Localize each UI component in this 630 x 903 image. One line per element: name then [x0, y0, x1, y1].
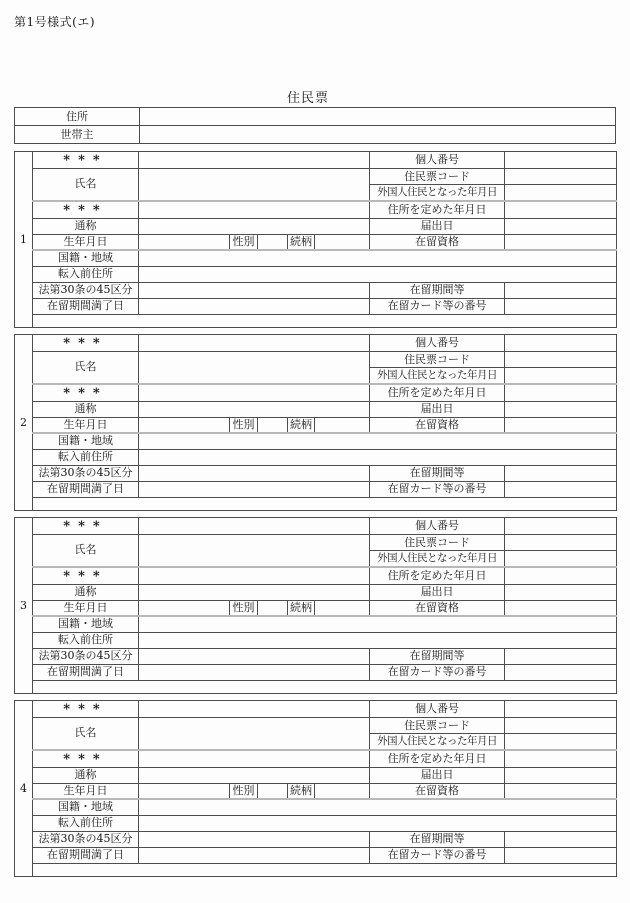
personal-number-value-cell — [505, 152, 617, 169]
period-expiry-row — [33, 847, 617, 863]
alias-value-cell — [139, 584, 370, 600]
law-article-class-label: 法第30条の45区分 — [33, 282, 139, 298]
birth-date-value-cell — [139, 600, 230, 616]
previous-address-row — [33, 632, 617, 648]
stars-row-bottom — [33, 384, 617, 402]
address-fixed-date-value-cell — [505, 384, 617, 402]
previous-address-row — [33, 449, 617, 465]
name-label: 氏名 — [33, 718, 139, 750]
notification-date-value-cell — [505, 767, 617, 783]
blank-spacer-row — [33, 314, 617, 328]
residence-card-number-value-cell — [505, 847, 617, 863]
nationality-region-value-cell — [139, 433, 617, 449]
address-fixed-date-value-cell — [505, 201, 617, 219]
residence-status-value-cell — [505, 783, 617, 799]
stars-row-top — [33, 701, 617, 718]
birth-date-label: 生年月日 — [33, 417, 139, 433]
householder-row — [15, 126, 616, 144]
stars-row-bottom — [33, 201, 617, 219]
stars-top-value-cell — [139, 701, 370, 718]
residence-status-label: 在留資格 — [370, 783, 505, 799]
stars-label: *** — [33, 335, 139, 352]
sex-label: 性別 — [230, 600, 258, 616]
previous-address-label: 転入前住所 — [33, 815, 139, 831]
law-article-class-value-cell — [139, 282, 370, 298]
previous-address-value-cell — [139, 449, 617, 465]
residence-period-value-cell — [505, 465, 617, 481]
blank-spacer-cell — [33, 314, 617, 328]
previous-address-value-cell — [139, 632, 617, 648]
blank-spacer-row — [33, 863, 617, 877]
birth-date-row — [33, 417, 617, 433]
stars-row-bottom — [33, 567, 617, 585]
previous-address-row — [33, 266, 617, 282]
alias-row — [33, 767, 617, 783]
nationality-row — [33, 799, 617, 815]
resident-record-block — [14, 334, 616, 511]
personal-number-label: 個人番号 — [370, 518, 505, 535]
stars-top-value-cell — [139, 518, 370, 535]
stars-label: *** — [33, 384, 139, 402]
relationship-value-cell — [315, 783, 370, 799]
sex-value-cell — [258, 417, 288, 433]
birth-date-value-cell — [139, 234, 230, 250]
resident-record-table — [32, 517, 617, 694]
address-fixed-date-label: 住所を定めた年月日 — [370, 567, 505, 585]
stars-label: *** — [33, 152, 139, 169]
name-value-cell — [139, 535, 370, 567]
foreign-resident-date-label: 外国人住民となった年月日 — [370, 368, 505, 384]
personal-number-label: 個人番号 — [370, 335, 505, 352]
resident-record-block — [14, 151, 616, 328]
alias-label: 通称 — [33, 218, 139, 234]
period-expiry-row — [33, 481, 617, 497]
previous-address-label: 転入前住所 — [33, 632, 139, 648]
birth-date-label: 生年月日 — [33, 234, 139, 250]
address-fixed-date-label: 住所を定めた年月日 — [370, 384, 505, 402]
foreign-resident-date-value-cell — [505, 368, 617, 384]
householder-label: 世帯主 — [15, 126, 140, 144]
resident-record-code-value-cell — [505, 535, 617, 551]
residence-card-number-label: 在留カード等の番号 — [370, 481, 505, 497]
relationship-label: 続柄 — [288, 600, 315, 616]
address-label: 住所 — [15, 108, 140, 126]
foreign-resident-date-value-cell — [505, 734, 617, 750]
notification-date-label: 届出日 — [370, 767, 505, 783]
birth-date-value-cell — [139, 783, 230, 799]
address-fixed-date-label: 住所を定めた年月日 — [370, 201, 505, 219]
notification-date-label: 届出日 — [370, 218, 505, 234]
personal-number-value-cell — [505, 701, 617, 718]
residence-period-value-cell — [505, 282, 617, 298]
resident-record-table — [32, 334, 617, 511]
name-row — [33, 352, 617, 368]
nationality-region-label: 国籍・地域 — [33, 616, 139, 632]
personal-number-value-cell — [505, 518, 617, 535]
nationality-row — [33, 616, 617, 632]
nationality-region-value-cell — [139, 250, 617, 266]
alias-row — [33, 401, 617, 417]
address-fixed-date-value-cell — [505, 567, 617, 585]
stars-row-top — [33, 518, 617, 535]
blank-spacer-cell — [33, 497, 617, 511]
resident-record-code-label: 住民票コード — [370, 718, 505, 734]
alias-row — [33, 218, 617, 234]
resident-record-code-label: 住民票コード — [370, 352, 505, 368]
resident-records — [14, 151, 616, 883]
birth-date-label: 生年月日 — [33, 600, 139, 616]
residence-status-label: 在留資格 — [370, 417, 505, 433]
nationality-row — [33, 250, 617, 266]
personal-number-label: 個人番号 — [370, 701, 505, 718]
residence-period-value-cell — [505, 648, 617, 664]
record-number: 1 — [14, 151, 32, 328]
stars-bottom-value-cell — [139, 567, 370, 585]
nationality-region-label: 国籍・地域 — [33, 433, 139, 449]
name-label: 氏名 — [33, 352, 139, 384]
notification-date-label: 届出日 — [370, 401, 505, 417]
stars-top-value-cell — [139, 152, 370, 169]
residence-card-number-label: 在留カード等の番号 — [370, 847, 505, 863]
relationship-label: 続柄 — [288, 234, 315, 250]
residence-card-number-value-cell — [505, 664, 617, 680]
stars-label: *** — [33, 518, 139, 535]
householder-value-cell — [140, 126, 616, 144]
period-expiry-date-value-cell — [139, 298, 370, 314]
birth-date-label: 生年月日 — [33, 783, 139, 799]
notification-date-value-cell — [505, 401, 617, 417]
period-expiry-date-label: 在留期間満了日 — [33, 664, 139, 680]
period-expiry-row — [33, 664, 617, 680]
birth-date-row — [33, 600, 617, 616]
name-label: 氏名 — [33, 169, 139, 201]
previous-address-value-cell — [139, 815, 617, 831]
nationality-region-label: 国籍・地域 — [33, 799, 139, 815]
foreign-resident-date-value-cell — [505, 551, 617, 567]
residence-period-label: 在留期間等 — [370, 282, 505, 298]
resident-record-code-label: 住民票コード — [370, 535, 505, 551]
alias-value-cell — [139, 401, 370, 417]
residence-card-number-label: 在留カード等の番号 — [370, 664, 505, 680]
notification-date-value-cell — [505, 584, 617, 600]
foreign-resident-date-label: 外国人住民となった年月日 — [370, 734, 505, 750]
stars-row-top — [33, 335, 617, 352]
personal-number-label: 個人番号 — [370, 152, 505, 169]
stars-label: *** — [33, 701, 139, 718]
nationality-region-label: 国籍・地域 — [33, 250, 139, 266]
period-expiry-row — [33, 298, 617, 314]
sex-label: 性別 — [230, 783, 258, 799]
record-number: 3 — [14, 517, 32, 694]
period-expiry-date-label: 在留期間満了日 — [33, 847, 139, 863]
stars-bottom-value-cell — [139, 750, 370, 768]
relationship-value-cell — [315, 417, 370, 433]
birth-date-value-cell — [139, 417, 230, 433]
alias-label: 通称 — [33, 767, 139, 783]
notification-date-value-cell — [505, 218, 617, 234]
residence-card-number-label: 在留カード等の番号 — [370, 298, 505, 314]
relationship-value-cell — [315, 234, 370, 250]
sex-value-cell — [258, 600, 288, 616]
alias-label: 通称 — [33, 584, 139, 600]
resident-record-code-value-cell — [505, 169, 617, 185]
blank-spacer-cell — [33, 680, 617, 694]
residence-period-label: 在留期間等 — [370, 831, 505, 847]
residence-period-label: 在留期間等 — [370, 465, 505, 481]
period-expiry-date-label: 在留期間満了日 — [33, 481, 139, 497]
address-row — [15, 108, 616, 126]
law-article-class-row — [33, 648, 617, 664]
period-expiry-date-value-cell — [139, 664, 370, 680]
record-number: 4 — [14, 700, 32, 877]
form-code: 第1号様式(エ) — [14, 15, 95, 29]
relationship-label: 続柄 — [288, 417, 315, 433]
name-value-cell — [139, 352, 370, 384]
nationality-region-value-cell — [139, 799, 617, 815]
alias-label: 通称 — [33, 401, 139, 417]
birth-date-row — [33, 234, 617, 250]
law-article-class-value-cell — [139, 465, 370, 481]
name-label: 氏名 — [33, 535, 139, 567]
resident-record-block — [14, 700, 616, 877]
residence-period-value-cell — [505, 831, 617, 847]
period-expiry-date-value-cell — [139, 481, 370, 497]
stars-bottom-value-cell — [139, 384, 370, 402]
law-article-class-label: 法第30条の45区分 — [33, 831, 139, 847]
residence-card-number-value-cell — [505, 481, 617, 497]
period-expiry-date-label: 在留期間満了日 — [33, 298, 139, 314]
residence-status-label: 在留資格 — [370, 600, 505, 616]
name-value-cell — [139, 718, 370, 750]
law-article-class-label: 法第30条の45区分 — [33, 648, 139, 664]
stars-label: *** — [33, 750, 139, 768]
blank-spacer-cell — [33, 863, 617, 877]
law-article-class-label: 法第30条の45区分 — [33, 465, 139, 481]
stars-row-bottom — [33, 750, 617, 768]
previous-address-row — [33, 815, 617, 831]
law-article-class-row — [33, 831, 617, 847]
birth-date-row — [33, 783, 617, 799]
relationship-label: 続柄 — [288, 783, 315, 799]
name-row — [33, 535, 617, 551]
stars-label: *** — [33, 201, 139, 219]
resident-record-code-value-cell — [505, 718, 617, 734]
law-article-class-row — [33, 465, 617, 481]
record-number: 2 — [14, 334, 32, 511]
sex-value-cell — [258, 783, 288, 799]
sex-label: 性別 — [230, 234, 258, 250]
previous-address-value-cell — [139, 266, 617, 282]
nationality-row — [33, 433, 617, 449]
previous-address-label: 転入前住所 — [33, 449, 139, 465]
residence-status-value-cell — [505, 600, 617, 616]
residence-card-number-value-cell — [505, 298, 617, 314]
residence-period-label: 在留期間等 — [370, 648, 505, 664]
address-fixed-date-label: 住所を定めた年月日 — [370, 750, 505, 768]
address-value-cell — [140, 108, 616, 126]
address-fixed-date-value-cell — [505, 750, 617, 768]
resident-record-block — [14, 517, 616, 694]
stars-top-value-cell — [139, 335, 370, 352]
previous-address-label: 転入前住所 — [33, 266, 139, 282]
residence-status-value-cell — [505, 234, 617, 250]
blank-spacer-row — [33, 680, 617, 694]
stars-label: *** — [33, 567, 139, 585]
resident-record-table — [32, 151, 617, 328]
alias-value-cell — [139, 767, 370, 783]
name-value-cell — [139, 169, 370, 201]
period-expiry-date-value-cell — [139, 847, 370, 863]
law-article-class-value-cell — [139, 648, 370, 664]
name-row — [33, 718, 617, 734]
stars-row-top — [33, 152, 617, 169]
stars-bottom-value-cell — [139, 201, 370, 219]
residence-status-value-cell — [505, 417, 617, 433]
law-article-class-value-cell — [139, 831, 370, 847]
alias-row — [33, 584, 617, 600]
residence-status-label: 在留資格 — [370, 234, 505, 250]
personal-number-value-cell — [505, 335, 617, 352]
page-title: 住民票 — [286, 91, 329, 106]
household-header-table — [14, 107, 616, 144]
foreign-resident-date-value-cell — [505, 185, 617, 201]
relationship-value-cell — [315, 600, 370, 616]
sex-value-cell — [258, 234, 288, 250]
name-row — [33, 169, 617, 185]
notification-date-label: 届出日 — [370, 584, 505, 600]
nationality-region-value-cell — [139, 616, 617, 632]
blank-spacer-row — [33, 497, 617, 511]
alias-value-cell — [139, 218, 370, 234]
sex-label: 性別 — [230, 417, 258, 433]
foreign-resident-date-label: 外国人住民となった年月日 — [370, 551, 505, 567]
resident-record-code-value-cell — [505, 352, 617, 368]
law-article-class-row — [33, 282, 617, 298]
resident-record-code-label: 住民票コード — [370, 169, 505, 185]
foreign-resident-date-label: 外国人住民となった年月日 — [370, 185, 505, 201]
resident-record-table — [32, 700, 617, 877]
